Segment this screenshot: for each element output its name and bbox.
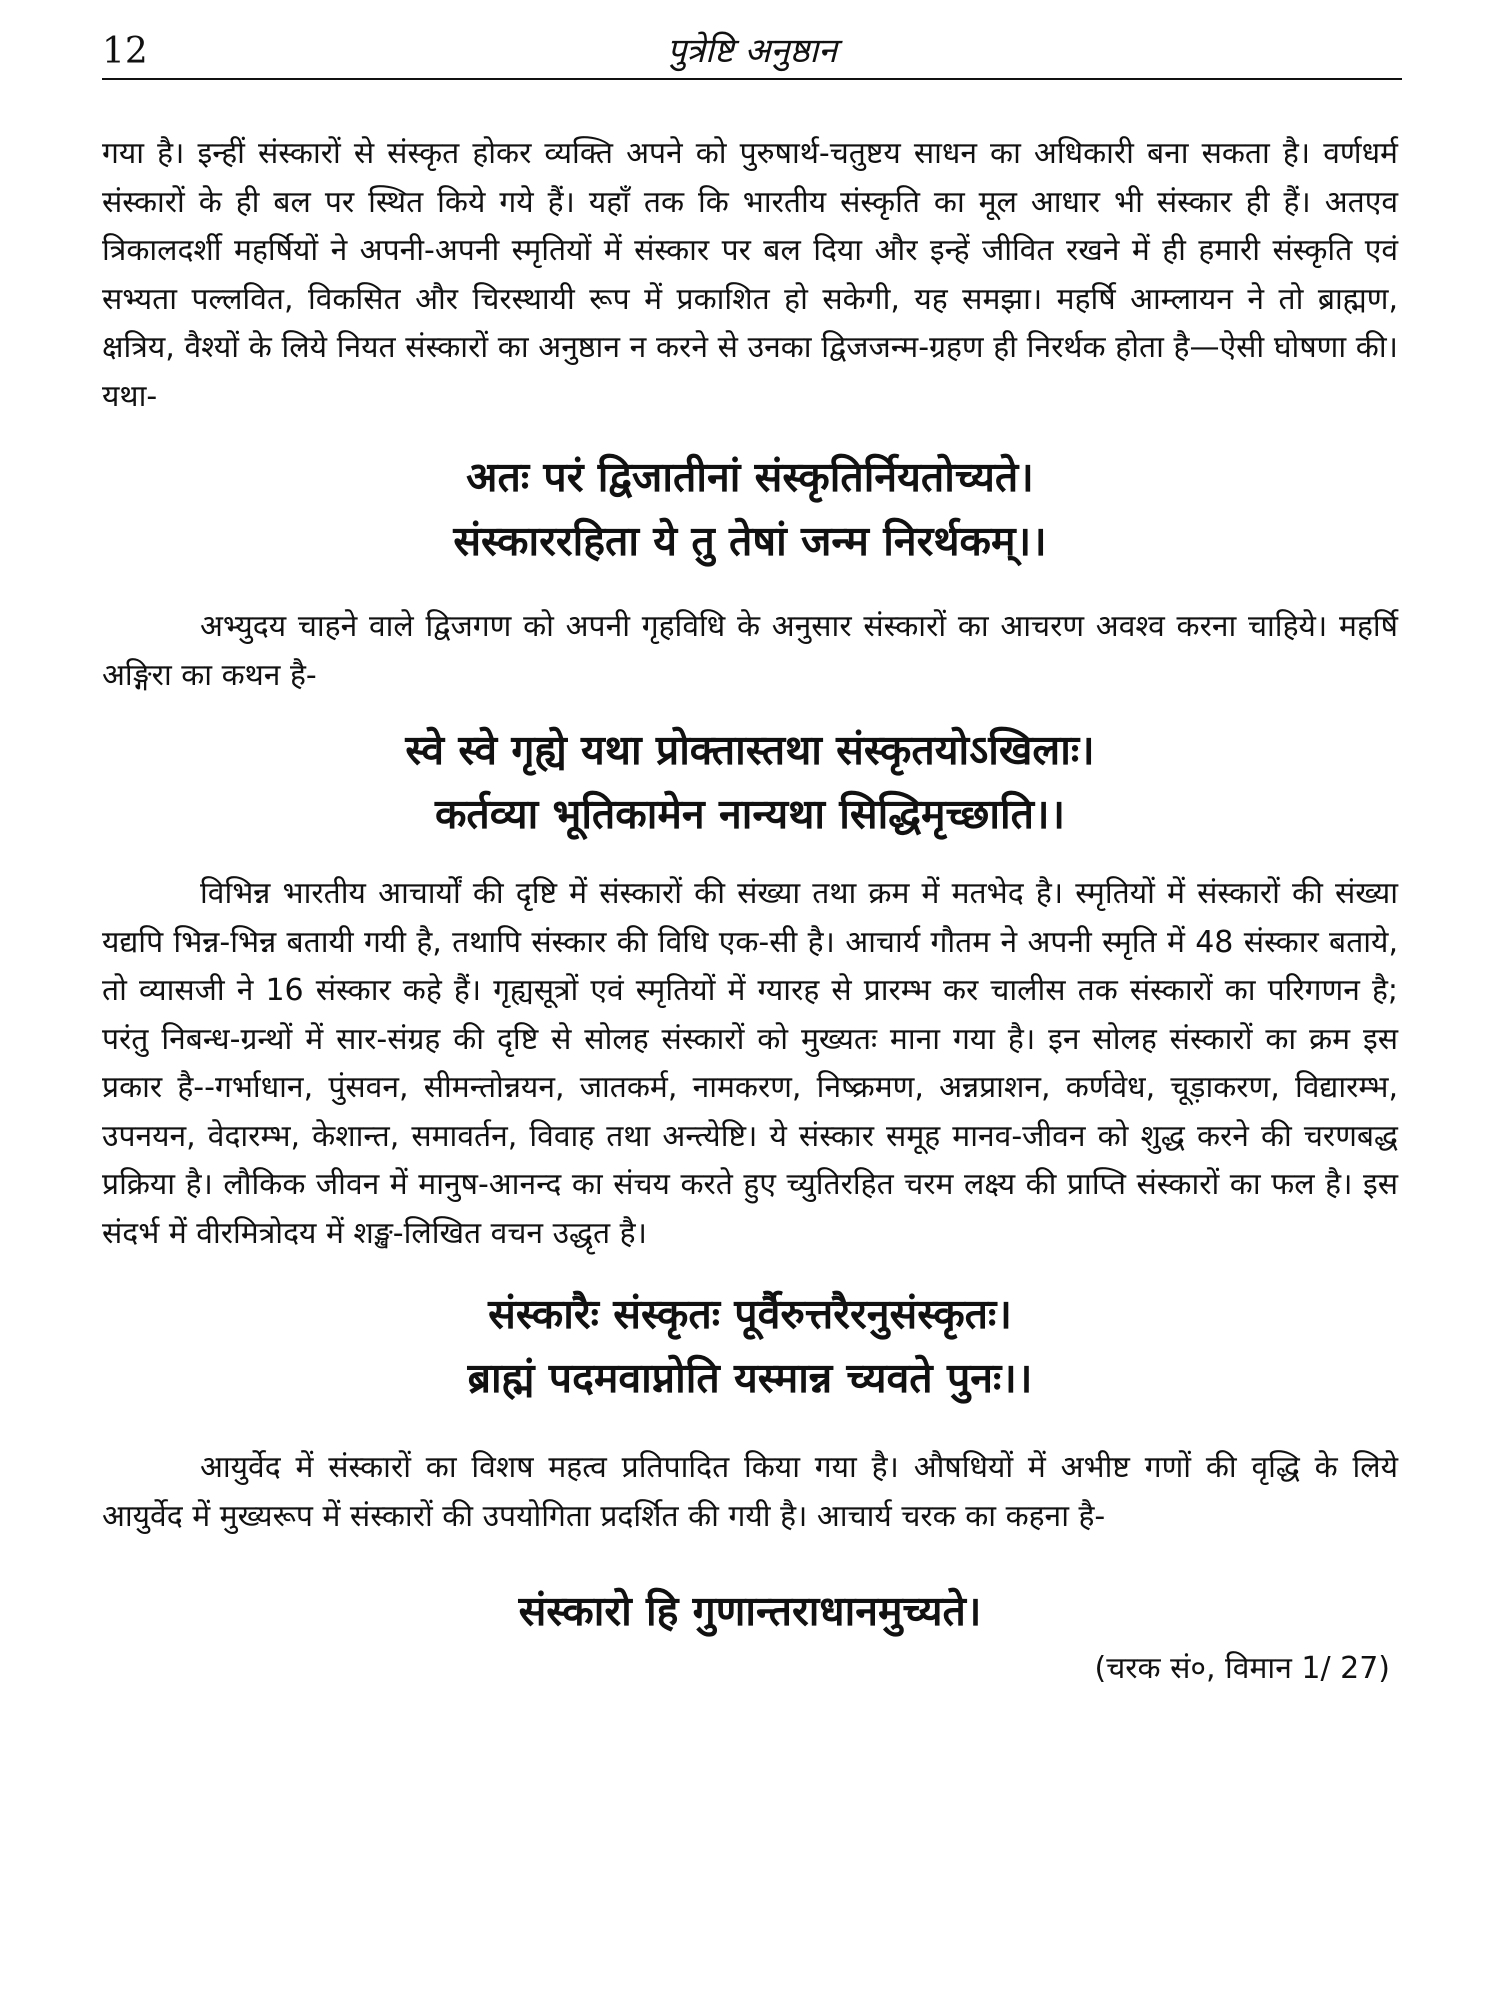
verse-3 — [102, 1282, 1398, 1410]
verse-2-line-1: स्वे स्वे गृह्ये यथा प्रोक्तास्तथा संस्कृतयोऽखिलाः। — [405, 726, 1095, 774]
running-title: पुत्रेष्टि अनुष्ठान — [666, 31, 838, 71]
verse-4-line-1: संस्कारो हि गुणान्तराधानमुच्यते। — [518, 1587, 982, 1635]
paragraph-2: अभ्युदय चाहने वाले द्विजगण को अपनी गृहविधि के अनुसार संस्कारों का आचरण अवश्व करना चाहिये। महर्षि अङ्गिरा का कथन है- — [102, 609, 1398, 693]
header-rule — [102, 78, 1402, 80]
page-header — [102, 28, 1402, 80]
citation: (चरक सं०, विमान 1/ 27) — [1094, 1651, 1390, 1686]
page-body — [102, 130, 1398, 1689]
verse-2-line-2: कर्तव्या भूतिकामेन नान्यथा सिद्धिमृच्छाति।। — [434, 790, 1066, 838]
verse-1-line-1: अतः परं द्विजातीनां संस्कृतिर्नियतोच्यते। — [466, 453, 1034, 501]
paragraph-3: विभिन्न भारतीय आचार्यों की दृष्टि में संस्कारों की संख्या तथा क्रम में मतभेद है। स्मृतियों में संस्कारों की संख्या यद्यपि भिन्न-भिन्न बतायी गयी है, तथापि संस्कार की विधि एक-सी है। आचार्य गौतम ने अपनी स्मृति में 48 संस्कार बताये, तो व्यासजी ने 16 संस्कार कहे हैं। गृह्यसूत्रों एवं स्मृतियों में ग्यारह से प्रारम्भ कर चालीस तक संस्कारों का परिगणन है; परंतु निबन्ध-ग्रन्थों में सार-संग्रह की दृष्टि से सोलह संस्कारों को मुख्यतः माना गया है। इन सोलह संस्कारों का क्रम इस प्रकार है--गर्भाधान, पुंसवन, सीमन्तोन्नयन, जातकर्म, नामकरण, निष्क्रमण, अन्नप्राशन, कर्णवेध, चूड़ाकरण, विद्यारम्भ, उपनयन, वेदारम्भ, केशान्त, समावर्तन, विवाह तथा अन्त्येष्टि। ये संस्कार समूह मानव-जीवन को शुद्ध करने की चरणबद्ध प्रक्रिया है। लौकिक जीवन में मानुष-आनन्द का संचय करते हुए च्युतिरहित चरम लक्ष्य की प्राप्ति संस्कारों का फल है। इस संदर्भ में वीरमित्रोदय में शङ्ख-लिखित वचन उद्धृत है। — [102, 876, 1398, 1251]
paragraph-1: गया है। इन्हीं संस्कारों से संस्कृत होकर व्यक्ति अपने को पुरुषार्थ-चतुष्टय साधन का अधिकारी बना सकता है। वर्णधर्म संस्कारों के ही बल पर स्थित किये गये हैं। यहाँ तक कि भारतीय संस्कृति का मूल आधार भी संस्कार ही हैं। अतएव त्रिकालदर्शी महर्षियों ने अपनी-अपनी स्मृतियों में संस्कार पर बल दिया और इन्हें जीवित रखने में ही हमारी संस्कृति एवं सभ्यता पल्लवित, विकसित और चिरस्थायी रूप में प्रकाशित हो सकेगी, यह समझा। महर्षि आम्लायन ने तो ब्राह्मण, क्षत्रिय, वैश्यों के लिये नियत संस्कारों का अनुष्ठान न करने से उनका द्विजजन्म-ग्रहण ही निरर्थक होता है—ऐसी घोषणा की। यथा- — [102, 136, 1398, 414]
paragraph-4: आयुर्वेद में संस्कारों का विशष महत्व प्रतिपादित किया गया है। औषधियों में अभीष्ट गणों की वृद्धि के लिये आयुर्वेद में मुख्यरूप में संस्कारों की उपयोगिता प्रदर्शित की गयी है। आचार्य चरक का कहना है- — [102, 1450, 1399, 1534]
verse-1-line-2: संस्काररहिता ये तु तेषां जन्म निरर्थकम्।। — [453, 517, 1047, 565]
verse-4 — [102, 1579, 1398, 1643]
verse-3-line-2: ब्राह्मं पदमवाप्नोति यस्मान्न च्यवते पुनः।। — [467, 1354, 1033, 1402]
verse-3-line-1: संस्कारैः संस्कृतः पूर्वैरुत्तरैरनुसंस्कृतः। — [488, 1290, 1012, 1338]
verse-1 — [102, 445, 1398, 573]
verse-2 — [102, 718, 1398, 846]
page-number: 12 — [102, 31, 148, 72]
